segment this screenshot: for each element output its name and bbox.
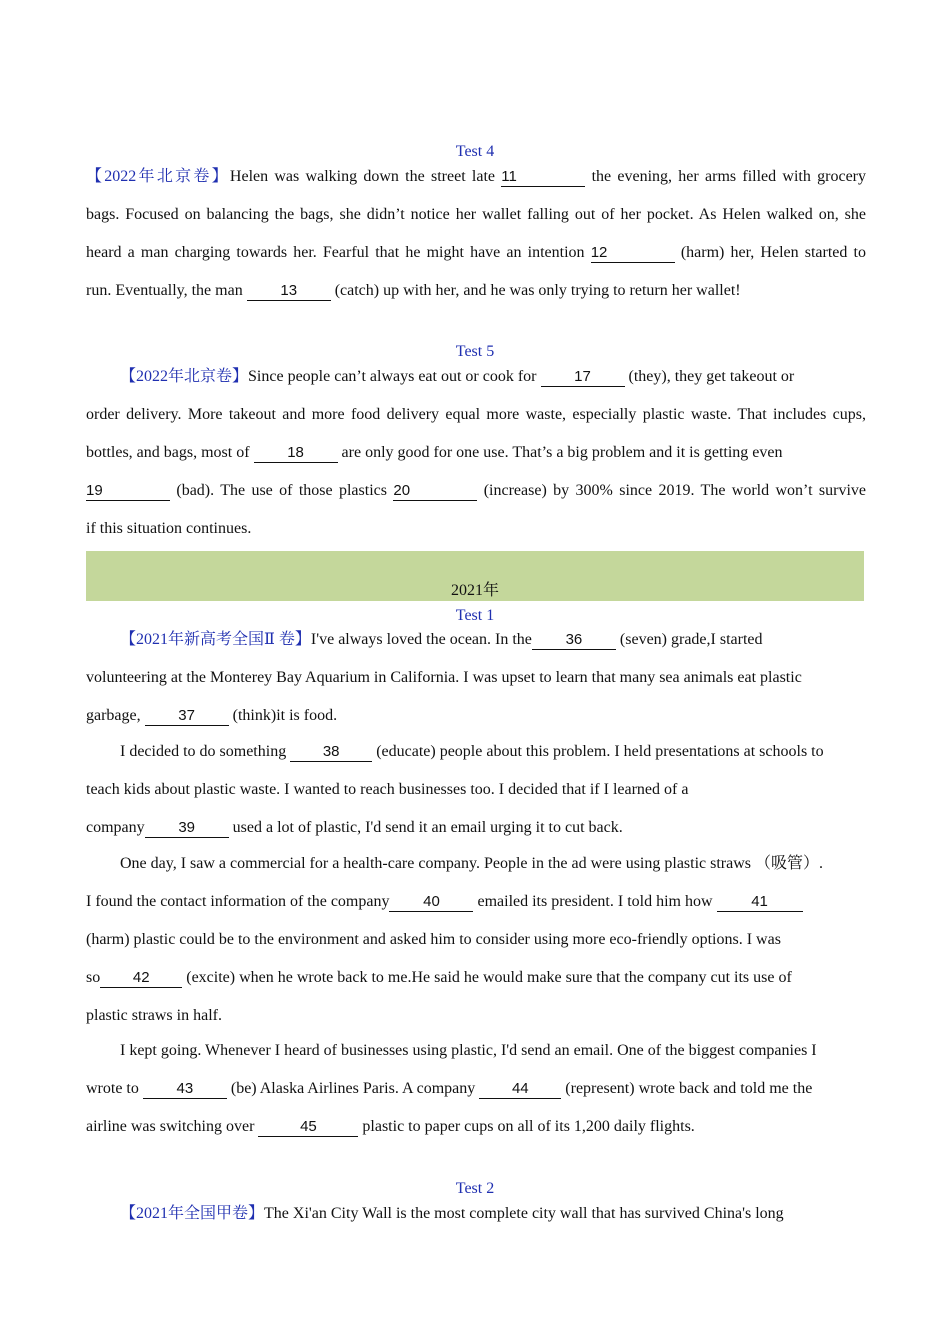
test5-text: (bad). The use of those plastics [170, 482, 394, 499]
blank-38[interactable]: 38 [290, 743, 372, 762]
test4-line-1 [86, 166, 866, 188]
test1-line-2: volunteering at the Monterey Bay Aquarium in California. I was upset to learn that many sea animals eat plastic [86, 669, 802, 686]
test1-line-7: One day, I saw a commercial for a health-care company. People in the ad were using plastic straws （吸管）. [120, 855, 824, 872]
test1-text: garbage, [86, 707, 145, 724]
test1-line-9: (harm) plastic could be to the environment and asked him to consider using more eco-friendly options. I was [86, 931, 781, 948]
test5-line-2: order delivery. More takeout and more food delivery equal more waste, especially plastic waste. That includes cups, [86, 406, 866, 423]
test1-line-8 [86, 891, 866, 913]
test1-line-1 [120, 629, 840, 651]
test1-line-5: teach kids about plastic waste. I wanted to reach businesses too. I decided that if I learned of a [86, 781, 689, 798]
test1-line-10 [86, 967, 866, 989]
blank-18[interactable]: 18 [254, 444, 338, 463]
test1-source: 【2021年新高考全国Ⅱ 卷】 [120, 631, 311, 648]
test4-text: (harm) her, Helen started to [674, 244, 866, 261]
test1-text: (think)it is food. [228, 707, 338, 724]
blank-12[interactable]: 12 [591, 244, 675, 263]
blank-40[interactable]: 40 [389, 893, 473, 912]
test4-text: run. Eventually, the man [86, 282, 247, 299]
blank-37[interactable]: 37 [145, 707, 229, 726]
test2-source: 【2021年全国甲卷】 [120, 1205, 265, 1222]
test1-text: emailed its president. I told him how [473, 893, 717, 910]
test1-text: I decided to do something [120, 743, 291, 760]
blank-11[interactable]: 11 [501, 168, 585, 187]
test4-text: Helen was walking down the street late [229, 168, 502, 185]
test1-line-11: plastic straws in half. [86, 1007, 222, 1024]
test1-text: (excite) when he wrote back to me.He said he would make sure that the company cut its use of [182, 969, 792, 986]
test5-source: 【2022年北京卷】 [120, 368, 249, 385]
test5-text: are only good for one use. That’s a big problem and it is getting even [337, 444, 783, 461]
blank-39[interactable]: 39 [145, 819, 229, 838]
test4-line-4 [86, 280, 866, 302]
test1-line-14 [86, 1116, 866, 1138]
test1-line-12: I kept going. Whenever I heard of businesses using plastic, I'd send an email. One of the biggest companies I [120, 1042, 817, 1059]
test2-text: The Xi'an City Wall is the most complete city wall that has survived China's long [264, 1205, 784, 1222]
blank-42[interactable]: 42 [100, 969, 182, 988]
test4-line-2: bags. Focused on balancing the bags, she didn’t notice her wallet falling out of her pocket. As Helen walked on, she [86, 206, 866, 223]
test1-line-13 [86, 1078, 866, 1100]
blank-36[interactable]: 36 [532, 631, 616, 650]
test1-text: company [86, 819, 145, 836]
test5-line-1 [120, 366, 826, 388]
test1-text: wrote to [86, 1080, 143, 1097]
blank-19[interactable]: 19 [86, 482, 170, 501]
test1-text: (seven) grade,I started [615, 631, 763, 648]
test1-text: so [86, 969, 101, 986]
test1-text: I've always loved the ocean. In the [310, 631, 532, 648]
blank-43[interactable]: 43 [143, 1080, 227, 1099]
blank-17[interactable]: 17 [541, 368, 625, 387]
test5-line-4 [86, 480, 866, 502]
test1-text: (represent) wrote back and told me the [561, 1080, 813, 1097]
test2-heading: Test 2 [455, 1180, 495, 1197]
test5-line-5: if this situation continues. [86, 520, 252, 537]
test4-text: the evening, her arms filled with grocery [585, 168, 866, 185]
test1-line-3 [86, 705, 866, 727]
test1-text: plastic to paper cups on all of its 1,200 daily flights. [358, 1118, 695, 1135]
test1-heading: Test 1 [455, 607, 495, 624]
test4-line-3 [86, 242, 866, 264]
test1-line-4 [120, 741, 856, 763]
blank-13[interactable]: 13 [247, 282, 331, 301]
blank-45[interactable]: 45 [258, 1118, 358, 1137]
test4-text: (catch) up with her, and he was only trying to return her wallet! [330, 282, 741, 299]
test2-line-1 [120, 1203, 860, 1225]
test1-text: airline was switching over [86, 1118, 259, 1135]
year-band-label: 2021年 [450, 582, 499, 599]
test5-heading: Test 5 [455, 343, 495, 360]
test1-text: I found the contact information of the company [86, 893, 390, 910]
blank-44[interactable]: 44 [479, 1080, 561, 1099]
test1-text: (educate) people about this problem. I held presentations at schools to [372, 743, 824, 760]
test4-text: heard a man charging towards her. Fearful that he might have an intention [86, 244, 591, 261]
test5-line-3 [86, 442, 866, 464]
test1-text: used a lot of plastic, I'd send it an email urging it to cut back. [228, 819, 623, 836]
blank-41[interactable]: 41 [717, 893, 803, 912]
blank-20[interactable]: 20 [393, 482, 477, 501]
test5-text: bottles, and bags, most of [86, 444, 254, 461]
test4-source: 【2022年北京卷】 [86, 168, 230, 185]
test5-text: (they), they get takeout or [624, 368, 795, 385]
test5-text: (increase) by 300% since 2019. The world won’t survive [477, 482, 867, 499]
test1-line-6 [86, 817, 866, 839]
test1-text: (be) Alaska Airlines Paris. A company [226, 1080, 480, 1097]
test4-heading: Test 4 [455, 143, 495, 160]
year-band [86, 551, 864, 601]
test5-text: Since people can’t always eat out or cook for [248, 368, 541, 385]
